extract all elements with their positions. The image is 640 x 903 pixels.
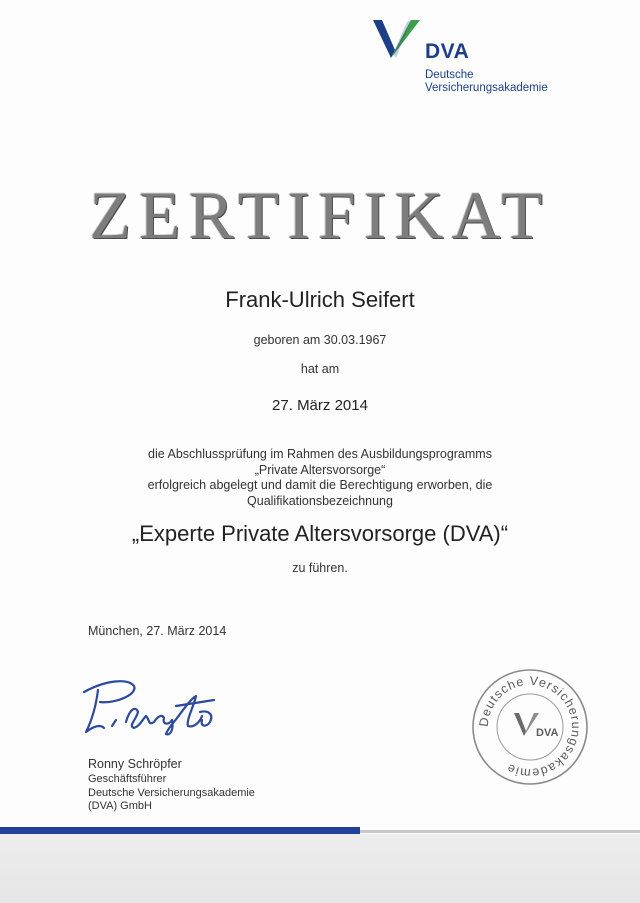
signatory-org-2: (DVA) GmbH [88,800,152,812]
dva-v-mark-icon [371,18,423,62]
seal-center-text: DVA [536,727,559,739]
signatory-role: Geschäftsführer [88,773,167,785]
qualification-title: „Experte Private Altersvorsorge (DVA)“ [131,521,509,546]
handwritten-signature [76,676,226,738]
logo-subline-1: Deutsche [425,69,474,81]
seal-ring-text: Deutsche Versicherungsakademie [476,673,584,781]
certificate-title: ZERTIFIKAT [89,177,551,253]
dva-logo [371,18,571,98]
birth-line: geboren am 30.03.1967 [253,333,387,347]
body-line-4: Qualifikationsbezeichnung [247,493,393,508]
connector-text: hat am [300,362,340,376]
logo-subline-2: Versicherungsakademie [425,82,548,94]
body-line-3: erfolgreich abgelegt und damit die Berechtigung erworben, die [147,478,493,492]
signatory-org-1: Deutsche Versicherungsakademie [88,786,255,799]
svg-text:Deutsche Versicherungsakademie [477,674,583,780]
certificate-body [0,447,640,509]
recipient-name: Frank-Ulrich Seifert [225,287,415,312]
logo-subline [425,69,548,95]
signatory-name: Ronny Schröpfer [88,757,182,771]
place-and-date: München, 27. März 2014 [88,624,227,638]
bottom-stripe-grey [360,830,640,833]
bottom-stripe-blue [0,827,360,834]
exam-date: 27. März 2014 [272,397,368,414]
company-seal [470,667,590,787]
body-line-1: die Abschlussprüfung im Rahmen des Ausbildungsprogramms [148,447,492,461]
closing-text: zu führen. [292,561,348,575]
logo-brand: DVA [425,40,470,63]
body-line-2: „Private Altersvorsorge“ [254,462,386,477]
bottom-margin [0,834,640,903]
signatory-details [88,773,255,814]
